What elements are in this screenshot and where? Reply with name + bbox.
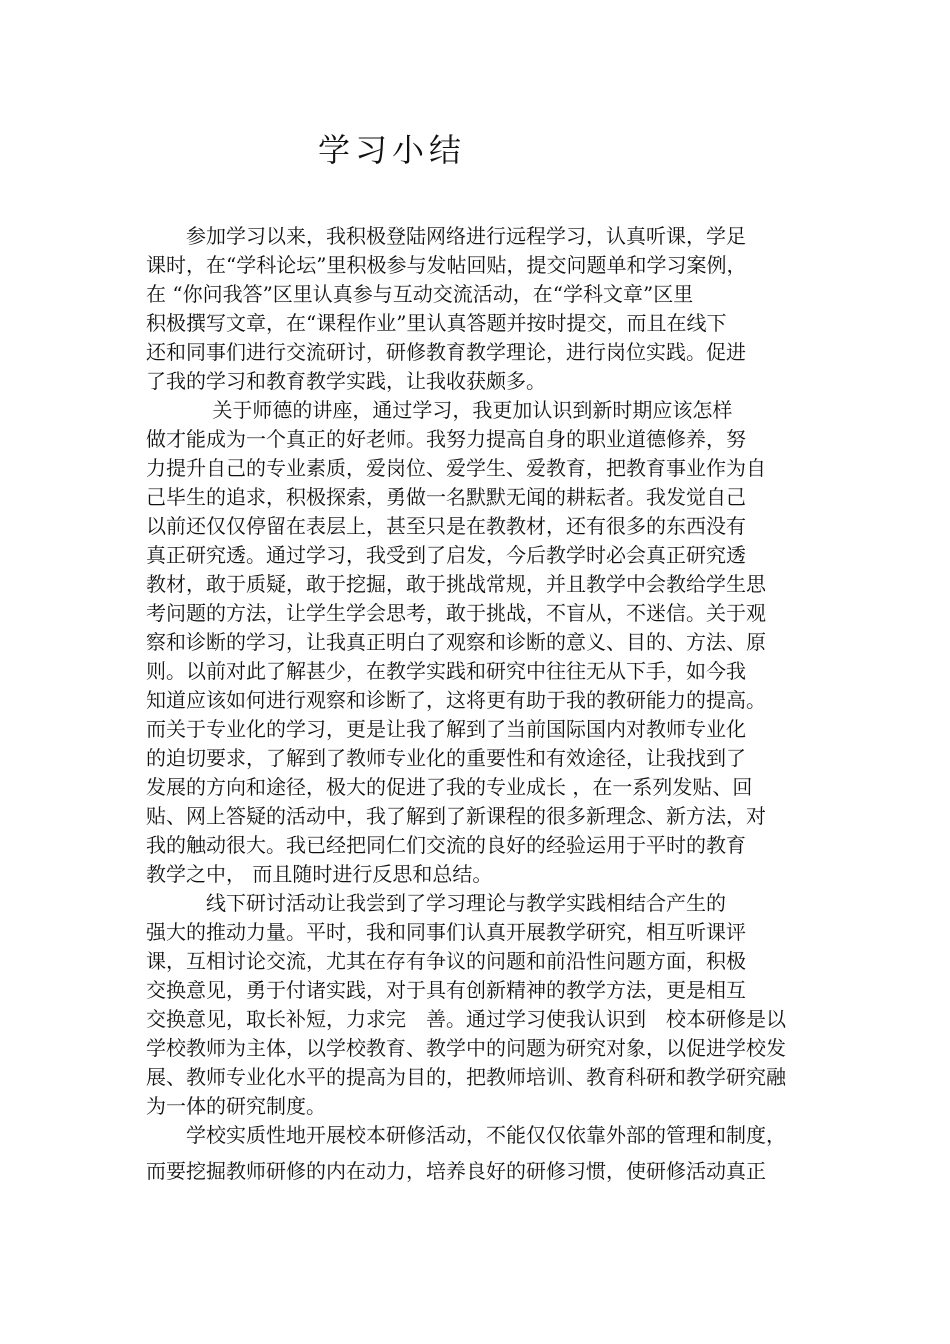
text-line: 而要挖掘教师研修的内在动力，培养良好的研修习惯，使研修活动真正: [146, 1159, 766, 1183]
text-line: 展、教师专业化水平的提高为目的，把教师培训、教育科研和教学研究融: [146, 1065, 786, 1089]
text-line: 积极撰写文章，在“课程作业”里认真答题并按时提交，而且在线下: [146, 311, 727, 335]
text-line: 强大的推动力量。平时，我和同事们认真开展教学研究，相互听课评: [146, 920, 746, 944]
text-line: 知道应该如何进行观察和诊断了，这将更有助于我的教研能力的提高。: [146, 688, 766, 712]
document-body: [146, 222, 826, 1150]
text-line: 课，互相讨论交流，尤其在存有争议的问题和前沿性问题方面，积极: [146, 949, 746, 973]
text-line: 教材，敢于质疑，敢于挖掘，敢于挑战常规，并且教学中会教给学生思: [146, 572, 766, 596]
text-line: 发展的方向和途径，极大的促进了我的专业成长 ，在一系列发贴、回: [146, 775, 753, 799]
text-line: 了我的学习和教育教学实践，让我收获颇多。: [146, 369, 546, 393]
text-line: 贴、网上答疑的活动中，我了解到了新课程的很多新理念、新方法，对: [146, 804, 766, 828]
text-line: 教学之中， 而且随时进行反思和总结。: [146, 862, 493, 886]
text-line: 学校实质性地开展校本研修活动，不能仅仅依靠外部的管理和制度，: [146, 1123, 786, 1147]
text-line: 课时，在“学科论坛”里积极参与发帖回贴，提交问题单和学习案例，: [146, 253, 747, 277]
text-line: 交换意见，取长补短，力求完 善。通过学习使我认识到 校本研修是以: [146, 1007, 786, 1031]
text-line: 我的触动很大。我已经把同仁们交流的良好的经验运用于平时的教育: [146, 833, 746, 857]
text-line: 而关于专业化的学习，更是让我了解到了当前国际国内对教师专业化: [146, 717, 746, 741]
text-line: 考问题的方法，让学生学会思考，敢于挑战，不盲从，不迷信。关于观: [146, 601, 766, 625]
document-body-continued: [146, 1148, 826, 1194]
text-line: 学校教师为主体，以学校教育、教学中的问题为研究对象，以促进学校发: [146, 1036, 786, 1060]
text-line: 在 “你问我答”区里认真参与互动交流活动，在“学科文章”区里: [146, 282, 694, 306]
text-line: 为一体的研究制度。: [146, 1094, 326, 1118]
text-line: 还和同事们进行交流研讨，研修教育教学理论，进行岗位实践。促进: [146, 340, 746, 364]
text-line: 以前还仅仅停留在表层上，甚至只是在教教材，还有很多的东西没有: [146, 514, 746, 538]
text-line: 线下研讨活动让我尝到了学习理论与教学实践相结合产生的: [146, 891, 726, 915]
text-line: 力提升自己的专业素质，爱岗位、爱学生、爱教育，把教育事业作为自: [146, 456, 766, 480]
document-title: 学习小结: [318, 131, 467, 169]
text-line: 则。以前对此了解甚少，在教学实践和研究中往往无从下手，如今我: [146, 659, 746, 683]
text-line: 真正研究透。通过学习，我受到了启发，今后教学时必会真正研究透: [146, 543, 746, 567]
text-line: 己毕生的追求，积极探索，勇做一名默默无闻的耕耘者。我发觉自己: [146, 485, 746, 509]
text-line: 交换意见，勇于付诸实践，对于具有创新精神的教学方法，更是相互: [146, 978, 746, 1002]
text-line: 的迫切要求，了解到了教师专业化的重要性和有效途径，让我找到了: [146, 746, 746, 770]
text-line: 察和诊断的学习，让我真正明白了观察和诊断的意义、目的、方法、原: [146, 630, 766, 654]
text-line: 做才能成为一个真正的好老师。我努力提高自身的职业道德修养，努: [146, 427, 746, 451]
text-line: 参加学习以来，我积极登陆网络进行远程学习，认真听课，学足: [146, 224, 746, 248]
text-line: 关于师德的讲座，通过学习，我更加认识到新时期应该怎样: [146, 398, 733, 422]
